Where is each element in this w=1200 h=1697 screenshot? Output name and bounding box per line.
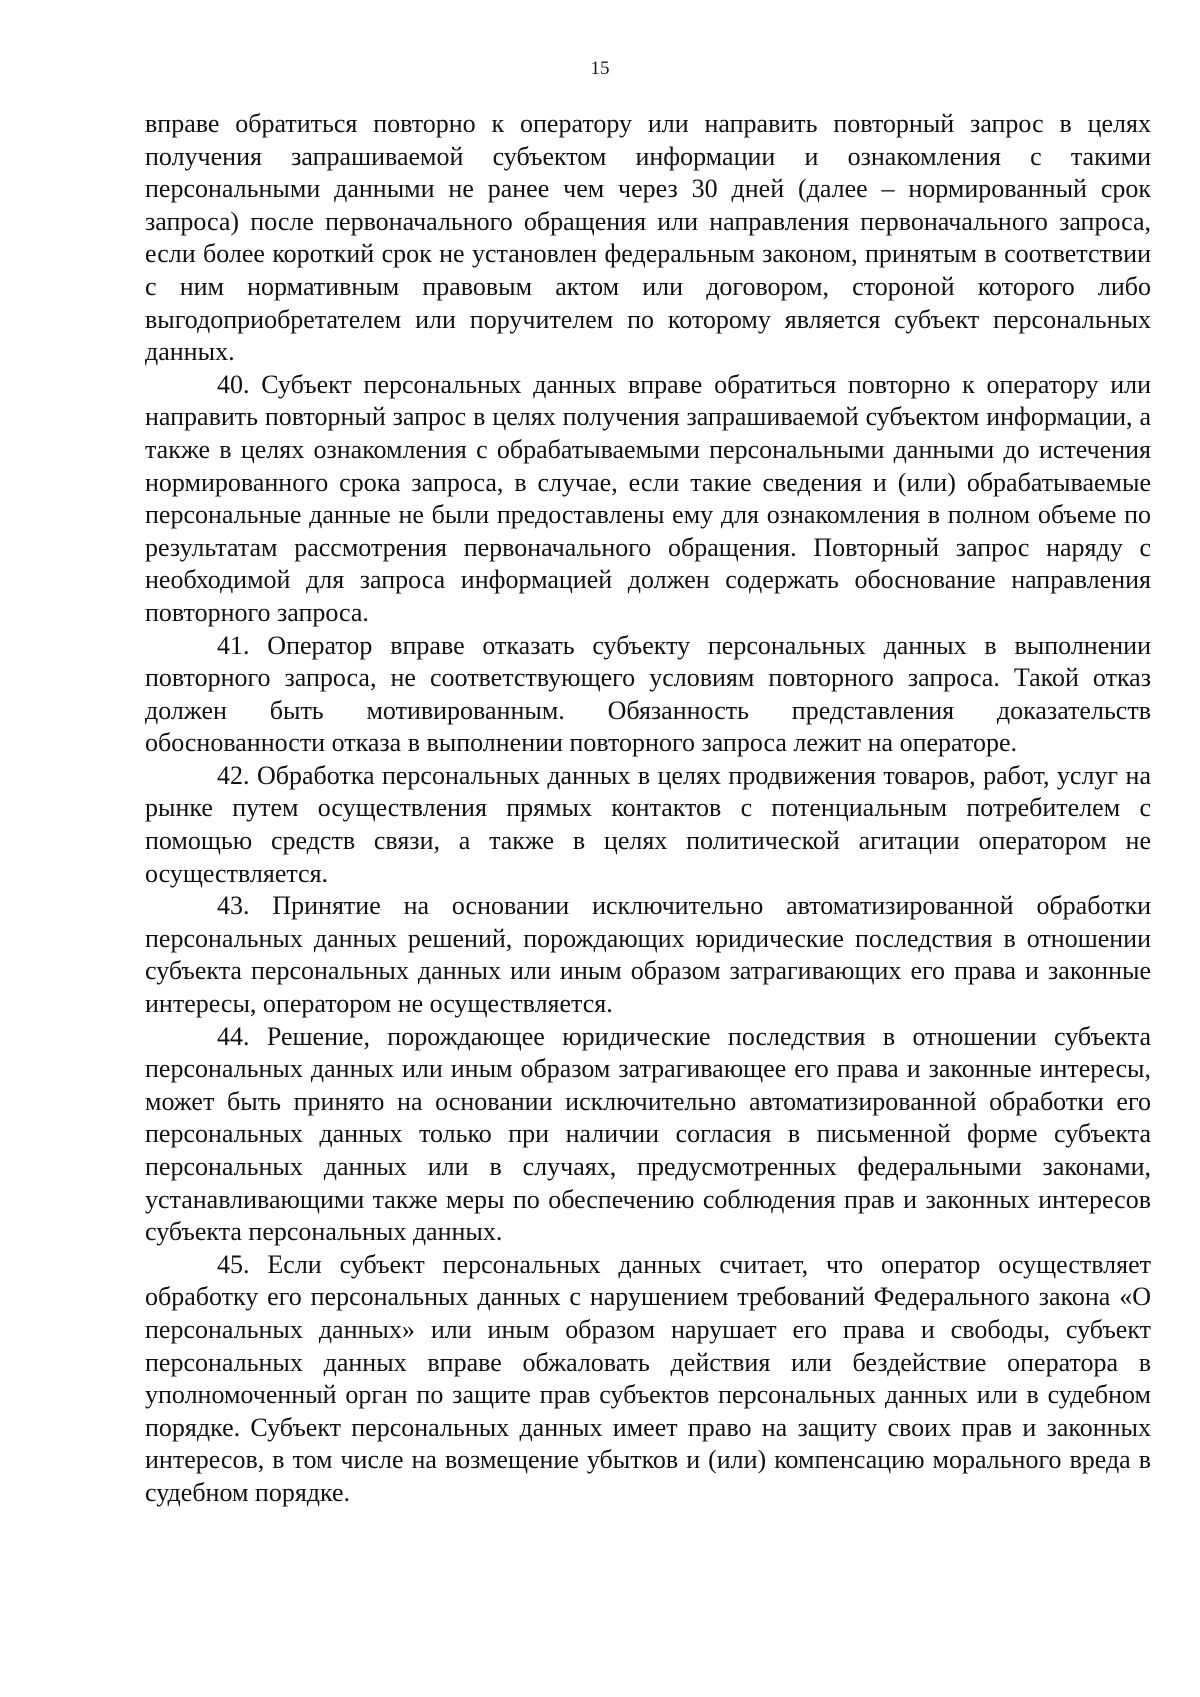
document-body [145, 108, 1151, 1510]
paragraph-41: 41. Оператор вправе отказать субъекту персональных данных в выполнении повторного запроса, не соответствующего условиям повторного запроса. Такой отказ должен быть мотивированным. Обязанность представления доказательств обоснованности отказа в выполнении повторного запроса лежит на операторе. [145, 630, 1151, 758]
paragraph-45: 45. Если субъект персональных данных считает, что оператор осуществляет обработку его персональных данных с нарушением требований Федерального закона «О персональных данных» или иным образом нарушает его права и свободы, субъект персональных данных вправе обжаловать действия или бездействие оператора в уполномоченный орган по защите прав субъектов персональных данных или в судебном порядке. Субъект персональных данных имеет право на защиту своих прав и законных интересов, в том числе на возмещение убытков и (или) компенсацию морального вреда в судебном порядке. [145, 1249, 1151, 1507]
paragraph-43: 43. Принятие на основании исключительно автоматизированной обработки персональных данных решений, порождающих юридические последствия в отношении субъекта персональных данных или иным образом затрагивающих его права и законные интересы, оператором не осуществляется. [145, 891, 1151, 1019]
paragraph-42: 42. Обработка персональных данных в целях продвижения товаров, работ, услуг на рынке путем осуществления прямых контактов с потенциальным потребителем с помощью средств связи, а также в целях политической агитации оператором не осуществляется. [145, 760, 1151, 888]
paragraph-40: 40. Субъект персональных данных вправе обратиться повторно к оператору или направить повторный запрос в целях получения запрашиваемой субъектом информации, а также в целях ознакомления с обрабатываемыми персональными данными до истечения нормированного срока запроса, в случае, если такие сведения и (или) обрабатываемые персональные данные не были предоставлены ему для ознакомления в полном объеме по результатам рассмотрения первоначального обращения. Повторный запрос наряду с необходимой для запроса информацией должен содержать обоснование направления повторного запроса. [145, 369, 1151, 627]
paragraph-continuation: вправе обратиться повторно к оператору или направить повторный запрос в целях получения запрашиваемой субъектом информации и ознакомления с такими персональными данными не ранее чем через 30 дней (далее – нормированный срок запроса) после первоначального обращения или направления первоначального запроса, если более короткий срок не установлен федеральным законом, принятым в соответствии с ним нормативным правовым актом или договором, стороной которого либо выгодоприобретателем или поручителем по которому является субъект персональных данных. [145, 109, 1151, 367]
page-number: 15 [590, 58, 610, 79]
paragraph-44: 44. Решение, порождающее юридические последствия в отношении субъекта персональных данных или иным образом затрагивающее его права и законные интересы, может быть принято на основании исключительно автоматизированной обработки его персональных данных только при наличии согласия в письменной форме субъекта персональных данных или в случаях, предусмотренных федеральными законами, устанавливающими также меры по обеспечению соблюдения прав и законных интересов субъекта персональных данных. [145, 1021, 1151, 1247]
